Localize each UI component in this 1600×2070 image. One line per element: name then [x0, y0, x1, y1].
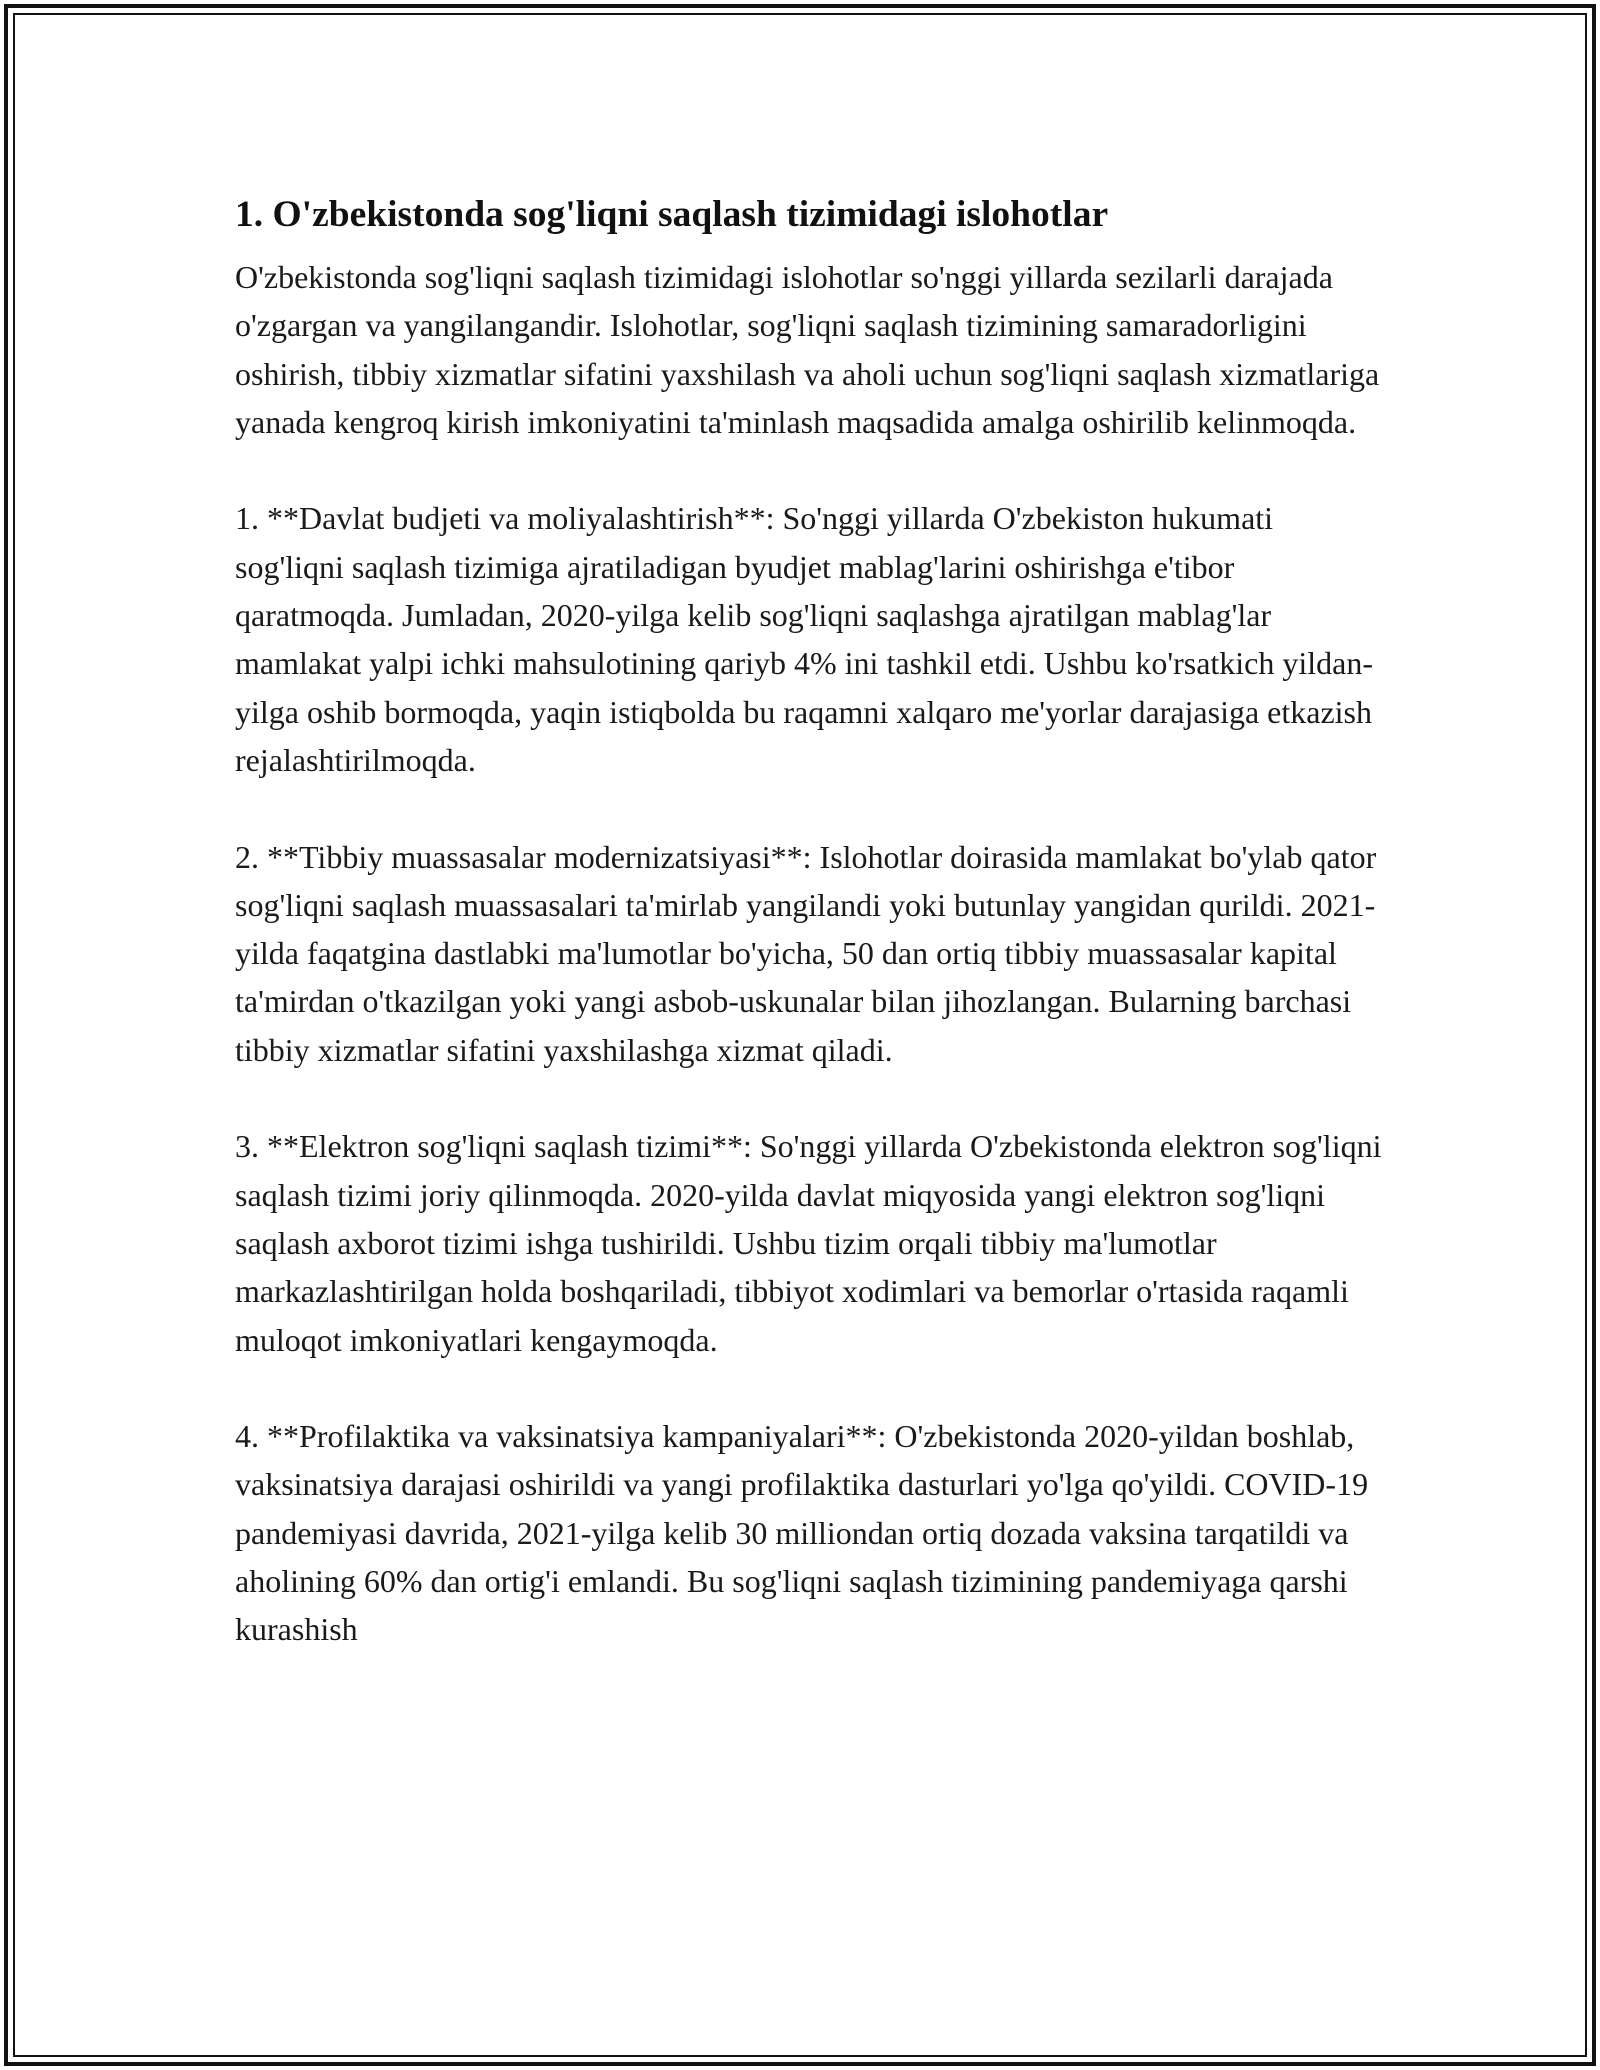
list-item-ehealth: 3. **Elektron sog'liqni saqlash tizimi**: So'nggi yillarda O'zbekistonda elektron sog'liqni saqlash tizimi joriy qilinmoqda. 2020-yilda davlat miqyosida yangi elektron sog'liqni saqlash axborot tizimi ishga tushirildi. Ushbu tizim orqali tibbiy ma'lumotlar markazlashtirilgan holda boshqariladi, tibbiyot xodimlari va bemorlar o'rtasida raqamli muloqot imkoniyatlari kengaymoqda.: [235, 1128, 1382, 1358]
document-body: [235, 180, 1385, 1654]
list-item-modernization: 2. **Tibbiy muassasalar modernizatsiyasi**: Islohotlar doirasida mamlakat bo'ylab qator sog'liqni saqlash muassasalari ta'mirlab yangilandi yoki butunlay yangidan qurildi. 2021-yilda faqatgina dastlabki ma'lumotlar bo'yicha, 50 dan ortiq tibbiy muassasalar kapital ta'mirdan o'tkazilgan yoki yangi asbob-uskunalar bilan jihozlangan. Bularning barchasi tibbiy xizmatlar sifatini yaxshilashga xizmat qiladi.: [235, 838, 1377, 1068]
document-title: 1. O'zbekistonda sog'liqni saqlash tizimidagi islohotlar: [235, 194, 1109, 235]
list-item-budget: 1. **Davlat budjeti va moliyalashtirish**: So'nggi yillarda O'zbekiston hukumati sog'liqni saqlash tizimiga ajratiladigan byudjet mablag'larini oshirishga e'tibor qaratmoqda. Jumladan, 2020-yilga kelib sog'liqni saqlashga ajratilgan mablag'lar mamlakat yalpi ichki mahsulotining qariyb 4% ini tashkil etdi. Ushbu ko'rsatkich yildan-yilga oshib bormoqda, yaqin istiqbolda bu raqamni xalqaro me'yorlar darajasiga etkazish rejalashtirilmoqda.: [235, 500, 1374, 778]
list-item-vaccination: 4. **Profilaktika va vaksinatsiya kampaniyalari**: O'zbekistonda 2020-yildan boshlab, vaksinatsiya darajasi oshirildi va yangi profilaktika dasturlari yo'lga qo'yildi. COVID-19 pandemiyasi davrida, 2021-yilga kelib 30 milliondan ortiq dozada vaksina tarqatildi va aholining 60% dan ortig'i emlandi. Bu sog'liqni saqlash tizimining pandemiyaga qarshi kurashish: [235, 1418, 1369, 1648]
intro-paragraph: O'zbekistonda sog'liqni saqlash tizimidagi islohotlar so'nggi yillarda sezilarli darajada o'zgargan va yangilangandir. Islohotlar, sog'liqni saqlash tizimining samaradorligini oshirish, tibbiy xizmatlar sifatini yaxshilash va aholi uchun sog'liqni saqlash xizmatlariga yanada kengroq kirish imkoniyatini ta'minlash maqsadida amalga oshirilib kelinmoqda.: [235, 259, 1380, 440]
